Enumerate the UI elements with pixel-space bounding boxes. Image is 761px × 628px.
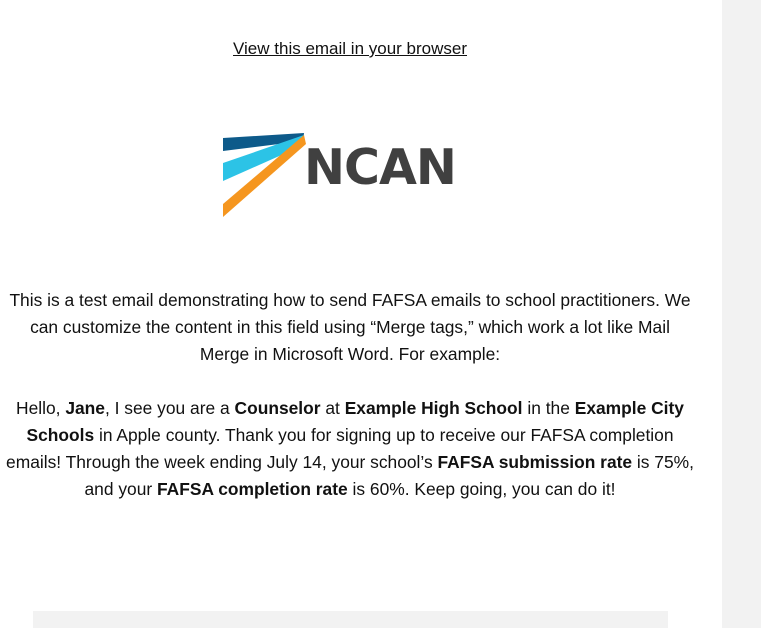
- merge-tag-district: Example City Schools: [26, 398, 684, 445]
- greeting-paragraph: [4, 395, 696, 503]
- merge-tag-name: Jane: [65, 398, 105, 418]
- merge-tag-school: Example High School: [344, 398, 523, 418]
- greeting-text: , I see you are a: [104, 398, 235, 418]
- greeting-text: Hello,: [16, 398, 66, 418]
- merge-tag-completion-metric: FAFSA completion rate: [157, 479, 348, 499]
- greeting-text: in the: [522, 398, 575, 418]
- right-gutter: [722, 0, 761, 628]
- greeting-text: is 75%, and your: [84, 452, 694, 499]
- merge-tag-role: Counselor: [234, 398, 321, 418]
- view-in-browser-link[interactable]: View this email in your browser: [233, 39, 467, 58]
- ncan-logo: [220, 130, 470, 220]
- greeting-text: at: [320, 398, 345, 418]
- footer-section: [33, 611, 668, 628]
- merge-tag-submission-metric: FAFSA submission rate: [437, 452, 633, 472]
- greeting-text: is 60%. Keep going, you can do it!: [347, 479, 616, 499]
- intro-paragraph: This is a test email demonstrating how to send FAFSA emails to school practitioners. We can customize the content in this field using “Merge tags,” which work a lot like Mail Merge in Microsoft Word. For example:: [9, 290, 691, 364]
- ncan-wordmark: NCAN: [304, 139, 456, 196]
- greeting-text: in Apple county. Thank you for signing up to receive our FAFSA completion emails! Through the week ending July 14, your school’s: [6, 425, 674, 472]
